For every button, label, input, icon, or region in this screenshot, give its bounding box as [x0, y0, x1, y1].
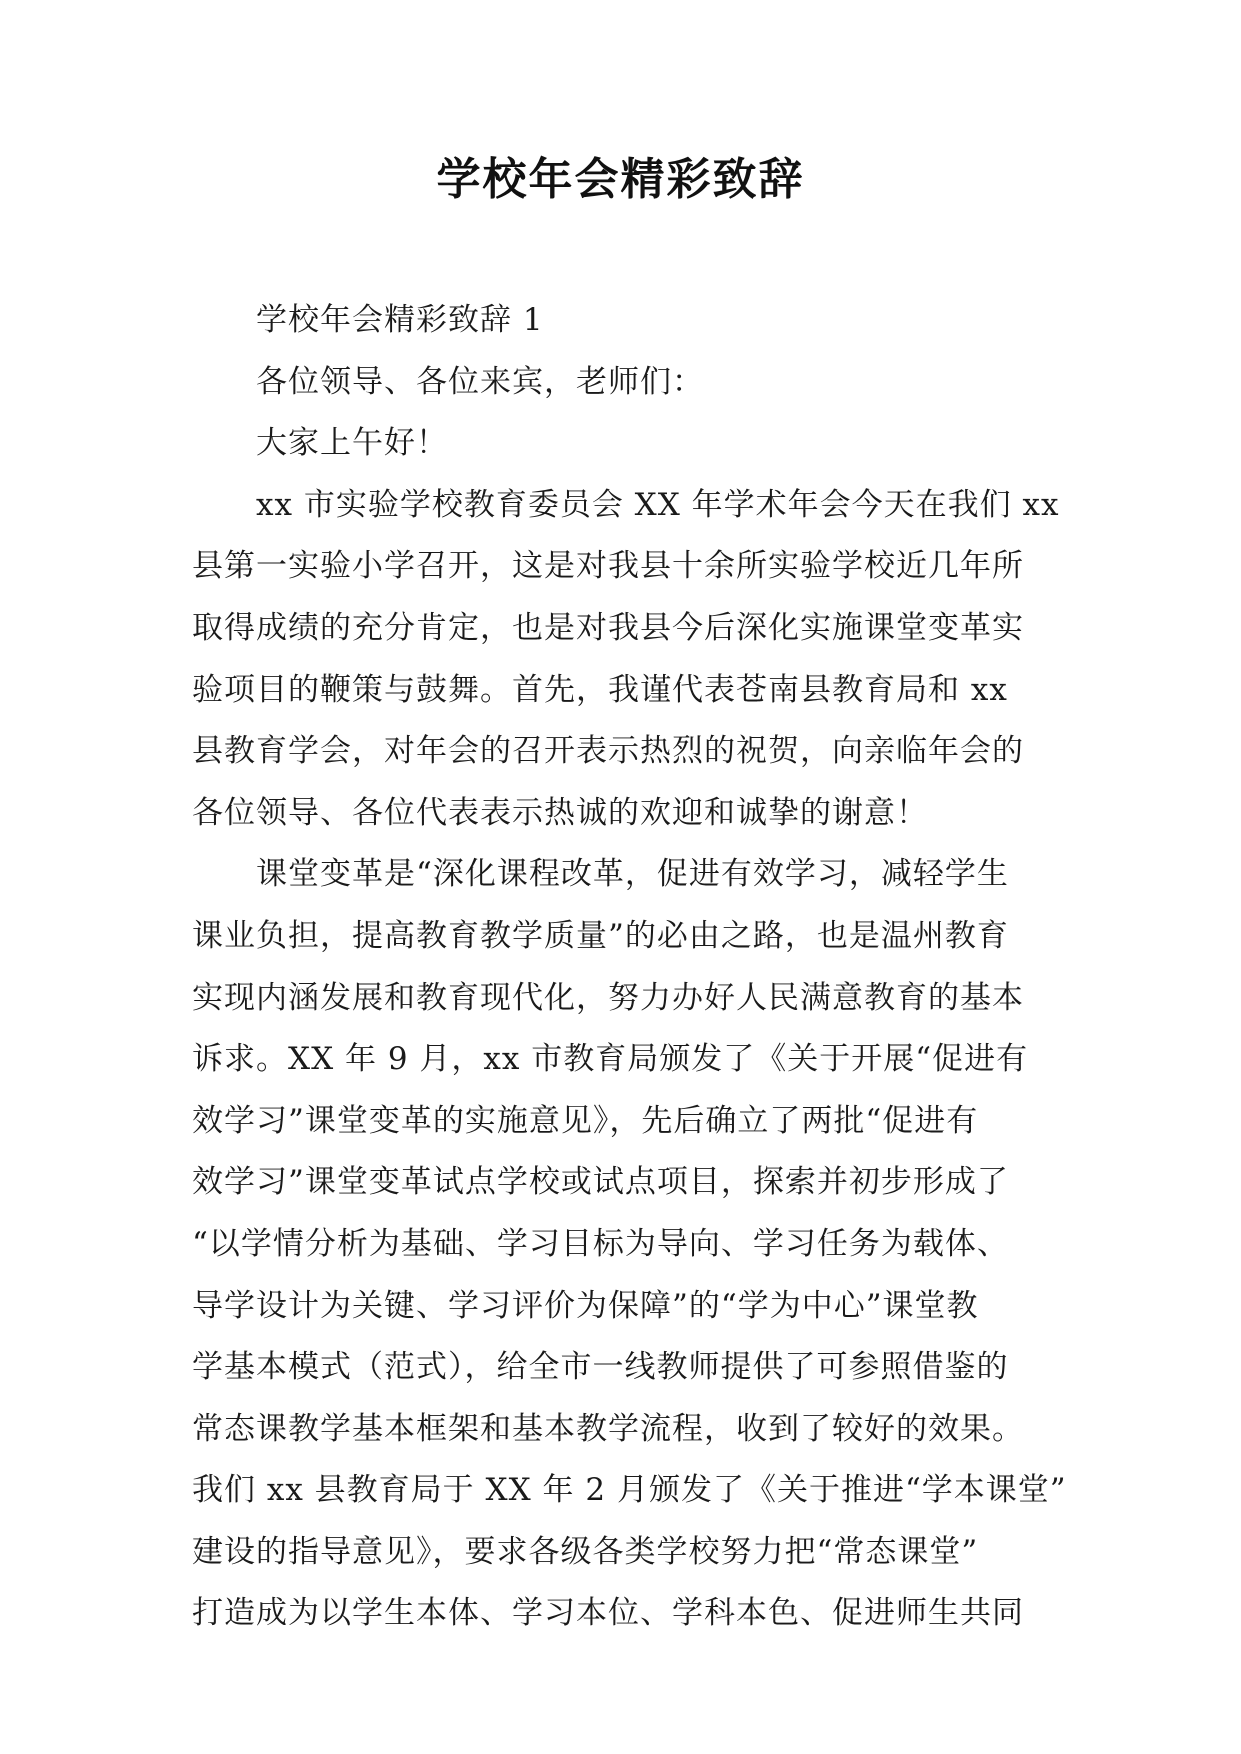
text-line: 课堂变革是“深化课程改革，促进有效学习，减轻学生: [256, 856, 1009, 893]
text-line: “以学情分析为基础、学习目标为导向、学习任务为载体、: [192, 1225, 1009, 1262]
text-line: xx 市实验学校教育委员会 XX 年学术年会今天在我们 xx: [256, 486, 1060, 523]
text-line: 各位领导、各位代表表示热诚的欢迎和诚挚的谢意！: [192, 794, 928, 831]
text-line: 县第一实验小学召开，这是对我县十余所实验学校近几年所: [192, 548, 1024, 585]
document-title: 学校年会精彩致辞: [436, 154, 805, 205]
text-line: 各位领导、各位来宾，老师们：: [256, 363, 704, 400]
text-line: 县教育学会，对年会的召开表示热烈的祝贺，向亲临年会的: [192, 733, 1024, 770]
text-line: 学基本模式（范式），给全市一线教师提供了可参照借鉴的: [192, 1349, 1009, 1386]
text-line: 我们 xx 县教育局于 XX 年 2 月颁发了《关于推进“学本课堂”: [192, 1472, 1067, 1509]
document-body: [192, 290, 1067, 1645]
text-line: 效学习”课堂变革的实施意见》，先后确立了两批“促进有: [192, 1102, 979, 1139]
text-line: 打造成为以学生本体、学习本位、学科本色、促进师生共同: [192, 1595, 1024, 1632]
text-line: 效学习”课堂变革试点学校或试点项目，探索并初步形成了: [192, 1164, 1009, 1201]
text-line: 大家上午好！: [256, 425, 448, 462]
text-line: 建设的指导意见》，要求各级各类学校努力把“常态课堂”: [192, 1533, 979, 1570]
text-line: 学校年会精彩致辞 1: [256, 302, 544, 338]
text-line: 实现内涵发展和教育现代化，努力办好人民满意教育的基本: [192, 979, 1024, 1016]
text-line: 取得成绩的充分肯定，也是对我县今后深化实施课堂变革实: [192, 609, 1024, 646]
text-line: 诉求。XX 年 9 月，xx 市教育局颁发了《关于开展“促进有: [192, 1041, 1029, 1078]
text-line: 课业负担，提高教育教学质量”的必由之路，也是温州教育: [192, 917, 1009, 954]
text-line: 常态课教学基本框架和基本教学流程，收到了较好的效果。: [192, 1410, 1024, 1447]
text-line: 导学设计为关键、学习评价为保障”的“学为中心”课堂教: [192, 1287, 979, 1324]
text-line: 验项目的鞭策与鼓舞。首先，我谨代表苍南县教育局和 xx: [192, 671, 1008, 708]
